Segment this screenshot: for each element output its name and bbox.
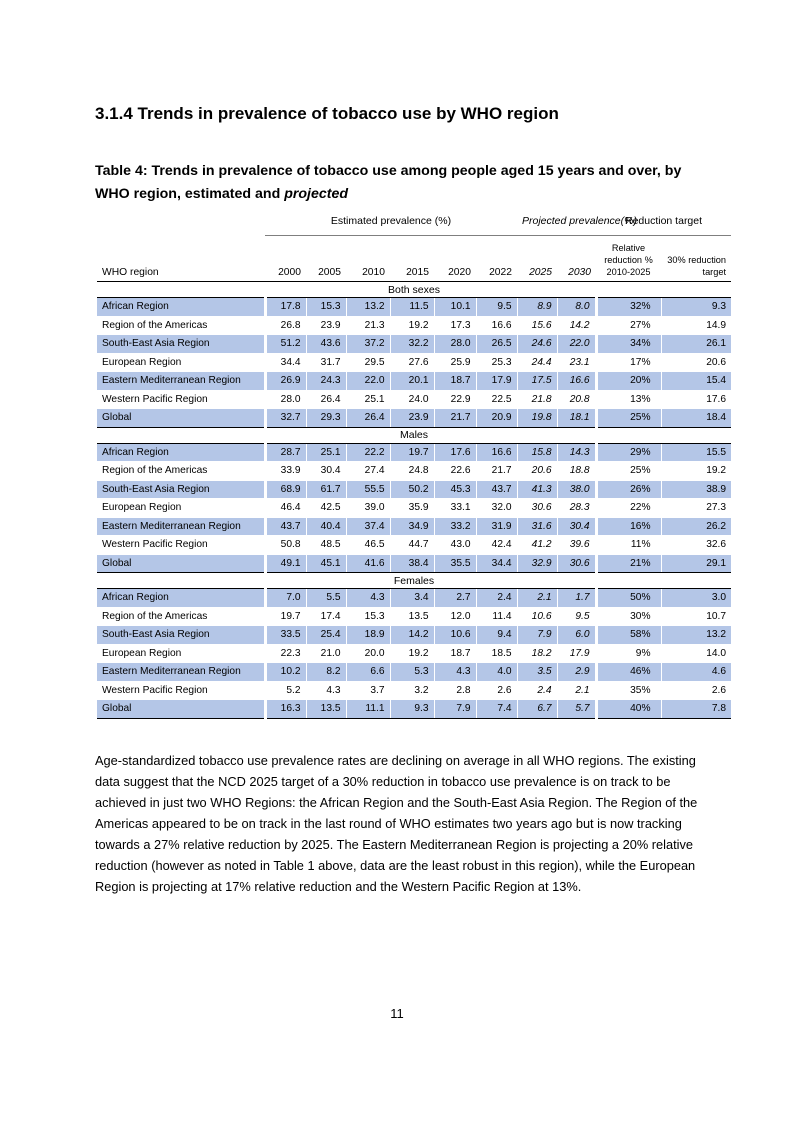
value-cell-2025: 15.6 <box>517 316 557 335</box>
projected-group-header: Projected prevalence(%) <box>517 207 596 236</box>
value-cell-target: 38.9 <box>661 480 731 499</box>
value-cell-2022: 4.0 <box>476 663 517 682</box>
value-cell-2005: 21.0 <box>306 644 346 663</box>
value-cell-2000: 46.4 <box>265 499 306 518</box>
value-cell-relative-reduction: 29% <box>596 443 661 462</box>
value-cell-2010: 18.9 <box>346 626 390 645</box>
value-cell-2020: 33.2 <box>434 517 476 536</box>
value-cell-2005: 25.4 <box>306 626 346 645</box>
value-cell-2022: 2.6 <box>476 681 517 700</box>
value-cell-2020: 2.8 <box>434 681 476 700</box>
value-cell-target: 2.6 <box>661 681 731 700</box>
value-cell-2022: 18.5 <box>476 644 517 663</box>
value-cell-2015: 3.4 <box>390 589 434 608</box>
value-cell-2010: 13.2 <box>346 298 390 317</box>
region-cell: Eastern Mediterranean Region <box>97 372 265 391</box>
value-cell-2000: 68.9 <box>265 480 306 499</box>
table-row <box>97 480 731 499</box>
value-cell-2022: 25.3 <box>476 353 517 372</box>
value-cell-2025: 6.7 <box>517 700 557 719</box>
value-cell-relative-reduction: 17% <box>596 353 661 372</box>
value-cell-target: 27.3 <box>661 499 731 518</box>
region-cell: European Region <box>97 644 265 663</box>
table-caption-main: Table 4: Trends in prevalence of tobacco use among people aged 15 years and over, by WHO region, estimated and <box>95 163 682 202</box>
region-cell: European Region <box>97 499 265 518</box>
group-label: Males <box>97 427 731 443</box>
value-cell-2015: 38.4 <box>390 554 434 573</box>
value-cell-2022: 9.4 <box>476 626 517 645</box>
value-cell-2000: 26.8 <box>265 316 306 335</box>
header-blank <box>97 207 265 236</box>
value-cell-2000: 17.8 <box>265 298 306 317</box>
col-header-2025: 2025 <box>517 236 557 282</box>
value-cell-relative-reduction: 22% <box>596 499 661 518</box>
col-header-2000: 2000 <box>265 236 306 282</box>
value-cell-2022: 42.4 <box>476 536 517 555</box>
value-cell-2030: 6.0 <box>557 626 596 645</box>
value-cell-2022: 31.9 <box>476 517 517 536</box>
value-cell-2000: 43.7 <box>265 517 306 536</box>
value-cell-relative-reduction: 25% <box>596 409 661 428</box>
estimated-group-header: Estimated prevalence (%) <box>265 207 517 236</box>
value-cell-2022: 9.5 <box>476 298 517 317</box>
value-cell-2015: 11.5 <box>390 298 434 317</box>
region-cell: Western Pacific Region <box>97 390 265 409</box>
table-row <box>97 462 731 481</box>
value-cell-2025: 21.8 <box>517 390 557 409</box>
col-header-2022: 2022 <box>476 236 517 282</box>
region-cell: African Region <box>97 443 265 462</box>
value-cell-2010: 3.7 <box>346 681 390 700</box>
value-cell-2000: 28.0 <box>265 390 306 409</box>
col-header-2015: 2015 <box>390 236 434 282</box>
value-cell-2020: 18.7 <box>434 644 476 663</box>
value-cell-2005: 24.3 <box>306 372 346 391</box>
value-cell-2030: 17.9 <box>557 644 596 663</box>
value-cell-2025: 24.6 <box>517 335 557 354</box>
value-cell-relative-reduction: 34% <box>596 335 661 354</box>
value-cell-2020: 4.3 <box>434 663 476 682</box>
reduction-group-header: Reduction target <box>596 207 731 236</box>
col-header-2020: 2020 <box>434 236 476 282</box>
value-cell-2022: 16.6 <box>476 316 517 335</box>
value-cell-2005: 42.5 <box>306 499 346 518</box>
value-cell-2010: 27.4 <box>346 462 390 481</box>
region-cell: Region of the Americas <box>97 462 265 481</box>
table-caption <box>95 160 710 206</box>
value-cell-2020: 35.5 <box>434 554 476 573</box>
value-cell-2015: 44.7 <box>390 536 434 555</box>
group-label: Females <box>97 573 731 589</box>
region-cell: Global <box>97 554 265 573</box>
table-header <box>97 207 731 282</box>
group-row <box>97 282 731 298</box>
value-cell-2025: 7.9 <box>517 626 557 645</box>
value-cell-2020: 17.6 <box>434 443 476 462</box>
value-cell-2030: 14.3 <box>557 443 596 462</box>
table-row <box>97 626 731 645</box>
value-cell-2000: 51.2 <box>265 335 306 354</box>
value-cell-relative-reduction: 58% <box>596 626 661 645</box>
value-cell-2030: 9.5 <box>557 607 596 626</box>
value-cell-2000: 22.3 <box>265 644 306 663</box>
value-cell-target: 14.9 <box>661 316 731 335</box>
value-cell-2000: 33.9 <box>265 462 306 481</box>
value-cell-2000: 10.2 <box>265 663 306 682</box>
value-cell-2000: 26.9 <box>265 372 306 391</box>
value-cell-2010: 37.2 <box>346 335 390 354</box>
value-cell-2025: 32.9 <box>517 554 557 573</box>
value-cell-2022: 34.4 <box>476 554 517 573</box>
value-cell-2000: 49.1 <box>265 554 306 573</box>
table-row <box>97 681 731 700</box>
value-cell-2000: 19.7 <box>265 607 306 626</box>
value-cell-2005: 26.4 <box>306 390 346 409</box>
page-number: 11 <box>390 1006 404 1021</box>
value-cell-relative-reduction: 20% <box>596 372 661 391</box>
value-cell-2025: 15.8 <box>517 443 557 462</box>
table-row <box>97 390 731 409</box>
value-cell-2025: 18.2 <box>517 644 557 663</box>
value-cell-target: 4.6 <box>661 663 731 682</box>
region-cell: European Region <box>97 353 265 372</box>
value-cell-2022: 22.5 <box>476 390 517 409</box>
value-cell-2010: 22.0 <box>346 372 390 391</box>
col-header-target: 30% reduction target <box>661 236 731 282</box>
value-cell-2010: 55.5 <box>346 480 390 499</box>
value-cell-2030: 23.1 <box>557 353 596 372</box>
table-caption-emphasis: projected <box>284 186 349 202</box>
value-cell-relative-reduction: 40% <box>596 700 661 719</box>
value-cell-2022: 21.7 <box>476 462 517 481</box>
value-cell-2025: 30.6 <box>517 499 557 518</box>
value-cell-2015: 20.1 <box>390 372 434 391</box>
value-cell-target: 14.0 <box>661 644 731 663</box>
value-cell-2030: 14.2 <box>557 316 596 335</box>
value-cell-2000: 50.8 <box>265 536 306 555</box>
value-cell-target: 26.2 <box>661 517 731 536</box>
value-cell-2010: 21.3 <box>346 316 390 335</box>
value-cell-2022: 26.5 <box>476 335 517 354</box>
table-row <box>97 700 731 719</box>
value-cell-2005: 13.5 <box>306 700 346 719</box>
value-cell-2010: 6.6 <box>346 663 390 682</box>
col-header-relative-reduction: Relative reduction % 2010-2025 <box>596 236 661 282</box>
value-cell-2025: 8.9 <box>517 298 557 317</box>
value-cell-2000: 5.2 <box>265 681 306 700</box>
value-cell-2015: 5.3 <box>390 663 434 682</box>
prevalence-table <box>97 207 731 719</box>
value-cell-2030: 30.6 <box>557 554 596 573</box>
region-cell: African Region <box>97 298 265 317</box>
value-cell-2030: 20.8 <box>557 390 596 409</box>
value-cell-relative-reduction: 25% <box>596 462 661 481</box>
value-cell-2015: 3.2 <box>390 681 434 700</box>
value-cell-2030: 39.6 <box>557 536 596 555</box>
value-cell-relative-reduction: 27% <box>596 316 661 335</box>
col-header-region: WHO region <box>97 236 265 282</box>
value-cell-2030: 5.7 <box>557 700 596 719</box>
value-cell-2000: 33.5 <box>265 626 306 645</box>
table-row <box>97 298 731 317</box>
value-cell-target: 7.8 <box>661 700 731 719</box>
value-cell-relative-reduction: 46% <box>596 663 661 682</box>
table-body <box>97 282 731 719</box>
region-cell: Eastern Mediterranean Region <box>97 663 265 682</box>
value-cell-2005: 4.3 <box>306 681 346 700</box>
value-cell-2030: 1.7 <box>557 589 596 608</box>
table-row <box>97 372 731 391</box>
value-cell-2020: 43.0 <box>434 536 476 555</box>
group-row <box>97 427 731 443</box>
value-cell-2022: 7.4 <box>476 700 517 719</box>
value-cell-relative-reduction: 16% <box>596 517 661 536</box>
region-cell: South-East Asia Region <box>97 480 265 499</box>
value-cell-2030: 2.1 <box>557 681 596 700</box>
value-cell-2030: 2.9 <box>557 663 596 682</box>
value-cell-2015: 32.2 <box>390 335 434 354</box>
table-row <box>97 443 731 462</box>
value-cell-2030: 18.1 <box>557 409 596 428</box>
value-cell-2025: 2.1 <box>517 589 557 608</box>
value-cell-2020: 10.6 <box>434 626 476 645</box>
value-cell-2010: 20.0 <box>346 644 390 663</box>
value-cell-2025: 41.3 <box>517 480 557 499</box>
table-row <box>97 353 731 372</box>
value-cell-2020: 33.1 <box>434 499 476 518</box>
value-cell-2022: 20.9 <box>476 409 517 428</box>
table-row <box>97 335 731 354</box>
value-cell-2015: 50.2 <box>390 480 434 499</box>
value-cell-2020: 17.3 <box>434 316 476 335</box>
value-cell-2030: 22.0 <box>557 335 596 354</box>
value-cell-target: 9.3 <box>661 298 731 317</box>
value-cell-2010: 37.4 <box>346 517 390 536</box>
table-row <box>97 589 731 608</box>
value-cell-2015: 9.3 <box>390 700 434 719</box>
value-cell-2005: 31.7 <box>306 353 346 372</box>
value-cell-target: 3.0 <box>661 589 731 608</box>
value-cell-2015: 27.6 <box>390 353 434 372</box>
value-cell-2015: 35.9 <box>390 499 434 518</box>
value-cell-relative-reduction: 9% <box>596 644 661 663</box>
value-cell-target: 26.1 <box>661 335 731 354</box>
value-cell-2025: 19.8 <box>517 409 557 428</box>
value-cell-2005: 45.1 <box>306 554 346 573</box>
value-cell-2005: 40.4 <box>306 517 346 536</box>
value-cell-target: 17.6 <box>661 390 731 409</box>
table-row <box>97 644 731 663</box>
body-paragraph: Age-standardized tobacco use prevalence rates are declining on average in all WHO regions. The existing data suggest that the NCD 2025 target of a 30% reduction in tobacco use prevalence is on track to be achieved in just two WHO Regions: the African Region and the South-East Asia Region. The Region of the Americas appeared to be on track in the last round of WHO estimates two years ago but is now tracking towards a 27% relative reduction by 2025. The Eastern Mediterranean Region is projecting a 20% relative reduction (however as noted in Table 1 above, data are the least robust in this region), while the European Region is projecting at 17% relative reduction and the Western Pacific Region at 13%. <box>95 753 698 894</box>
value-cell-2005: 5.5 <box>306 589 346 608</box>
value-cell-2000: 28.7 <box>265 443 306 462</box>
value-cell-relative-reduction: 11% <box>596 536 661 555</box>
value-cell-relative-reduction: 13% <box>596 390 661 409</box>
value-cell-2022: 32.0 <box>476 499 517 518</box>
value-cell-2010: 22.2 <box>346 443 390 462</box>
value-cell-2005: 29.3 <box>306 409 346 428</box>
region-cell: Eastern Mediterranean Region <box>97 517 265 536</box>
value-cell-relative-reduction: 30% <box>596 607 661 626</box>
value-cell-2020: 22.9 <box>434 390 476 409</box>
value-cell-2022: 2.4 <box>476 589 517 608</box>
value-cell-target: 10.7 <box>661 607 731 626</box>
value-cell-2000: 32.7 <box>265 409 306 428</box>
value-cell-2025: 3.5 <box>517 663 557 682</box>
value-cell-2005: 43.6 <box>306 335 346 354</box>
value-cell-2020: 18.7 <box>434 372 476 391</box>
region-cell: South-East Asia Region <box>97 335 265 354</box>
value-cell-2022: 43.7 <box>476 480 517 499</box>
value-cell-2000: 34.4 <box>265 353 306 372</box>
value-cell-2020: 2.7 <box>434 589 476 608</box>
value-cell-2020: 25.9 <box>434 353 476 372</box>
table-row <box>97 517 731 536</box>
col-header-2005: 2005 <box>306 236 346 282</box>
value-cell-2022: 16.6 <box>476 443 517 462</box>
table-row <box>97 554 731 573</box>
value-cell-2010: 25.1 <box>346 390 390 409</box>
value-cell-relative-reduction: 32% <box>596 298 661 317</box>
value-cell-2005: 8.2 <box>306 663 346 682</box>
value-cell-2022: 11.4 <box>476 607 517 626</box>
value-cell-2015: 24.8 <box>390 462 434 481</box>
region-cell: Region of the Americas <box>97 607 265 626</box>
table-row <box>97 409 731 428</box>
value-cell-2025: 41.2 <box>517 536 557 555</box>
value-cell-2025: 17.5 <box>517 372 557 391</box>
value-cell-target: 19.2 <box>661 462 731 481</box>
table-row <box>97 499 731 518</box>
value-cell-target: 29.1 <box>661 554 731 573</box>
group-label: Both sexes <box>97 282 731 298</box>
value-cell-2005: 61.7 <box>306 480 346 499</box>
value-cell-2020: 10.1 <box>434 298 476 317</box>
value-cell-2020: 7.9 <box>434 700 476 719</box>
value-cell-target: 15.4 <box>661 372 731 391</box>
region-cell: Western Pacific Region <box>97 681 265 700</box>
value-cell-2015: 24.0 <box>390 390 434 409</box>
value-cell-2025: 20.6 <box>517 462 557 481</box>
value-cell-2010: 46.5 <box>346 536 390 555</box>
value-cell-2000: 7.0 <box>265 589 306 608</box>
value-cell-2020: 28.0 <box>434 335 476 354</box>
value-cell-2010: 11.1 <box>346 700 390 719</box>
value-cell-2005: 15.3 <box>306 298 346 317</box>
value-cell-2015: 34.9 <box>390 517 434 536</box>
value-cell-2005: 48.5 <box>306 536 346 555</box>
value-cell-2015: 19.2 <box>390 644 434 663</box>
value-cell-2005: 23.9 <box>306 316 346 335</box>
region-cell: African Region <box>97 589 265 608</box>
group-row <box>97 573 731 589</box>
value-cell-2030: 18.8 <box>557 462 596 481</box>
value-cell-2022: 17.9 <box>476 372 517 391</box>
value-cell-2010: 29.5 <box>346 353 390 372</box>
value-cell-2010: 26.4 <box>346 409 390 428</box>
table-row <box>97 536 731 555</box>
value-cell-2030: 16.6 <box>557 372 596 391</box>
value-cell-2005: 30.4 <box>306 462 346 481</box>
value-cell-2015: 19.2 <box>390 316 434 335</box>
value-cell-2030: 8.0 <box>557 298 596 317</box>
value-cell-target: 18.4 <box>661 409 731 428</box>
value-cell-2025: 24.4 <box>517 353 557 372</box>
value-cell-target: 32.6 <box>661 536 731 555</box>
value-cell-2010: 39.0 <box>346 499 390 518</box>
value-cell-2030: 38.0 <box>557 480 596 499</box>
value-cell-2010: 41.6 <box>346 554 390 573</box>
value-cell-2025: 10.6 <box>517 607 557 626</box>
value-cell-relative-reduction: 50% <box>596 589 661 608</box>
value-cell-2020: 12.0 <box>434 607 476 626</box>
value-cell-2025: 2.4 <box>517 681 557 700</box>
value-cell-relative-reduction: 21% <box>596 554 661 573</box>
value-cell-2010: 4.3 <box>346 589 390 608</box>
value-cell-2020: 22.6 <box>434 462 476 481</box>
value-cell-2000: 16.3 <box>265 700 306 719</box>
region-cell: South-East Asia Region <box>97 626 265 645</box>
value-cell-2030: 30.4 <box>557 517 596 536</box>
table-row <box>97 663 731 682</box>
value-cell-2015: 23.9 <box>390 409 434 428</box>
region-cell: Region of the Americas <box>97 316 265 335</box>
region-cell: Global <box>97 409 265 428</box>
region-cell: Global <box>97 700 265 719</box>
value-cell-target: 15.5 <box>661 443 731 462</box>
value-cell-2025: 31.6 <box>517 517 557 536</box>
col-header-2030: 2030 <box>557 236 596 282</box>
value-cell-2005: 25.1 <box>306 443 346 462</box>
value-cell-2020: 45.3 <box>434 480 476 499</box>
value-cell-relative-reduction: 35% <box>596 681 661 700</box>
value-cell-2015: 14.2 <box>390 626 434 645</box>
col-header-2010: 2010 <box>346 236 390 282</box>
value-cell-2015: 19.7 <box>390 443 434 462</box>
region-cell: Western Pacific Region <box>97 536 265 555</box>
table-row <box>97 607 731 626</box>
value-cell-target: 20.6 <box>661 353 731 372</box>
section-title: 3.1.4 Trends in prevalence of tobacco use by WHO region <box>95 104 559 123</box>
value-cell-2010: 15.3 <box>346 607 390 626</box>
value-cell-2005: 17.4 <box>306 607 346 626</box>
value-cell-2020: 21.7 <box>434 409 476 428</box>
value-cell-2030: 28.3 <box>557 499 596 518</box>
value-cell-target: 13.2 <box>661 626 731 645</box>
value-cell-2015: 13.5 <box>390 607 434 626</box>
value-cell-relative-reduction: 26% <box>596 480 661 499</box>
table-row <box>97 316 731 335</box>
